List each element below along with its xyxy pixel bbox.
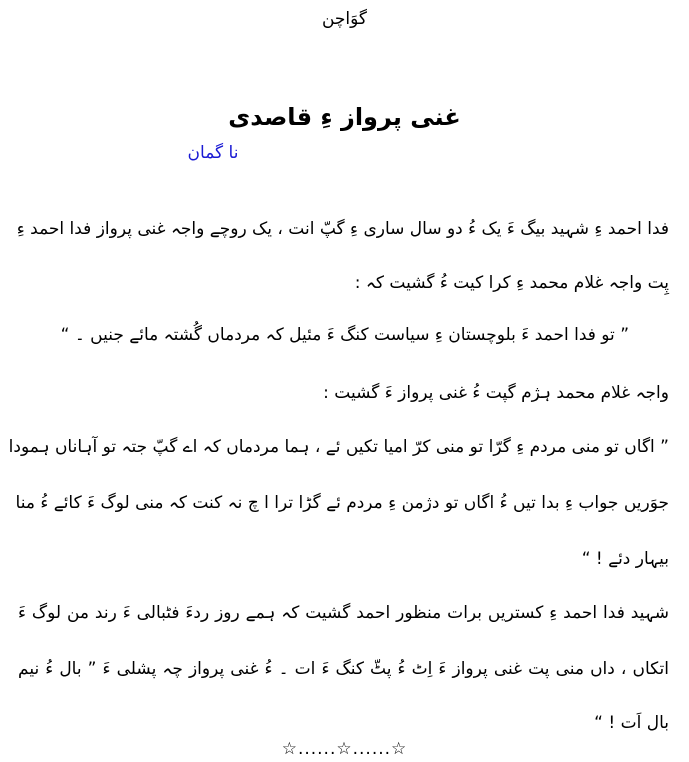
paragraph-line-4: شہید فدا احمد ءِ کستریں برات منظور احمد گشیت کہ ہمے روز ردءَ فٹبالی ءَ رند من لوگ ءَ <box>18 603 669 623</box>
quote-line-4: بیہار دئے ! “ <box>581 549 669 569</box>
author-name: نا گمان <box>187 143 239 163</box>
section-header: گوَاچن <box>321 9 368 29</box>
paragraph-line-1: فدا احمد ءِ شہید بیگ ءَ یک ءُ دو سال ساری ءِ گپّ انت ، یک روچے واجہ غنی پرواز فدا احمد ءِ <box>16 219 669 239</box>
quote-line-2: ” اگاں تو منی مردم ءِ گرّا تو منی کرّ امیا تکیں ئے ، ہما مردماں کہ اے گپّ جتہ تو آہاناں ہمودا <box>8 437 669 457</box>
article-title: غنی پرواز ءِ قاصدی <box>228 103 461 131</box>
paragraph-line-5: اتکاں ، داں منی پت غنی پرواز ءَ اِٹ ءُ پٹّ کنگ ءَ ات ۔ ءُ غنی پرواز چہ پشلی ءَ ” بال ءُ نیم <box>18 659 669 679</box>
quote-line-3: جوَریں جواب ءِ بدا تیں ءُ اگاں تو دژمن ءِ مردم ئے گڑا ترا ا چ نہ کنت کہ منی لوگ ءَ کائے ءُ منا <box>15 493 669 513</box>
paragraph-line-2: پِت واجہ غلام محمد ءِ کرا کیت ءُ گشیت کہ : <box>354 273 669 293</box>
footer-stars: ☆......☆......☆ <box>281 739 408 759</box>
quote-line-1: ” تو فدا احمد ءَ بلوچستان ءِ سیاست کنگ ءَ مئیل کہ مردماں گُشتہ مائے جنیں ۔ “ <box>60 325 629 345</box>
paragraph-line-3: واجہ غلام محمد ہژم گپت ءُ غنی پرواز ءَ گشیت : <box>323 383 669 403</box>
paragraph-line-6: بال اَت ! “ <box>594 713 669 733</box>
